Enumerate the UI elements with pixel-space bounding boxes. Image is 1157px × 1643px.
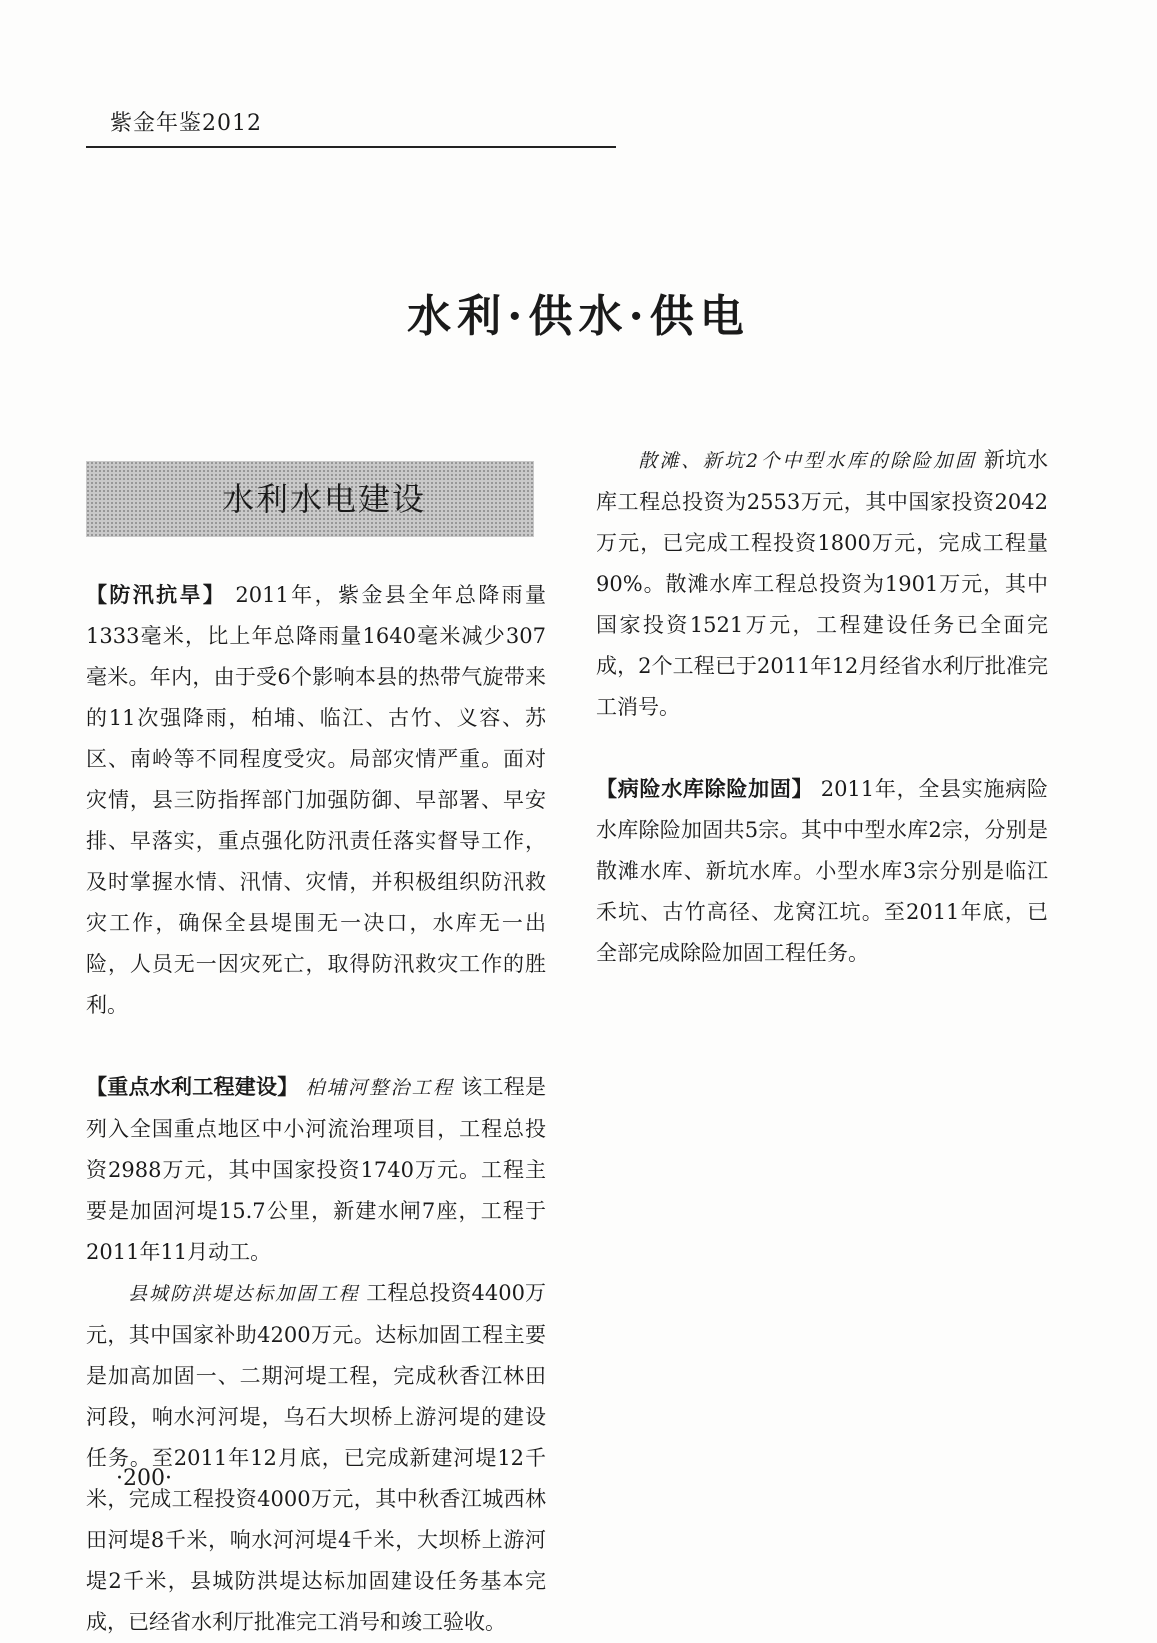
left-column xyxy=(86,440,546,1643)
reservoir-reinforcement-subheading: 散滩、新坑2个中型水库的除险加固 xyxy=(638,450,977,472)
section-banner-title: 水利水电建设 xyxy=(221,479,426,518)
section-banner xyxy=(86,461,534,537)
chapter-title: 水利·供水·供电 xyxy=(407,291,750,342)
dangerous-reservoir-paragraph xyxy=(596,769,1048,974)
flood-control-heading: 【防汛抗旱】 xyxy=(86,583,227,607)
levee-text: 工程总投资4400万元，其中国家补助4200万元。达标加固工程主要是加高加固一、二期河堤工程，完成秋香江林田河段，响水河河堤，乌石大坝桥上游河堤的建设任务。至2011年12月底，已完成新建河堤12千米，完成工程投资4000万元，其中秋香江城西林田河堤8千米，响水河河堤4千米，大坝桥上游河堤2千米，县城防洪堤达标加固建设任务基本完成，已经省水利厅批准完工消号和竣工验收。 xyxy=(86,1281,546,1634)
flood-control-paragraph xyxy=(86,575,546,1026)
dangerous-reservoir-text: 2011年，全县实施病险水库除险加固共5宗。其中中型水库2宗，分别是散滩水库、新坑水库。小型水库3宗分别是临江禾坑、古竹高径、龙窝江坑。至2011年底，已全部完成除险加固工程任务。 xyxy=(596,777,1048,965)
key-projects-heading: 【重点水利工程建设】 xyxy=(86,1075,299,1099)
running-head: 紫金年鉴2012 xyxy=(110,111,262,136)
key-projects-paragraph xyxy=(86,1067,546,1273)
reservoir-reinforcement-paragraph xyxy=(596,440,1048,728)
baipu-river-text: 该工程是列入全国重点地区中小河流治理项目，工程总投资2988万元，其中国家投资1740万元。工程主要是加固河堤15.7公里，新建水闸7座，工程于2011年11月动工。 xyxy=(86,1075,546,1264)
baipu-river-subheading: 柏埔河整治工程 xyxy=(305,1077,455,1099)
right-column xyxy=(596,440,1048,974)
reservoir-reinforcement-text: 新坑水库工程总投资为2553万元，其中国家投资2042万元，已完成工程投资1800万元，完成工程量90%。散滩水库工程总投资为1901万元，其中国家投资1521万元，工程建设任务已全面完成，2个工程已于2011年12月经省水利厅批准完工消号。 xyxy=(596,448,1049,719)
header-rule xyxy=(86,146,616,148)
page-number: ·200· xyxy=(116,1466,172,1491)
levee-subheading: 县城防洪堤达标加固工程 xyxy=(128,1283,360,1305)
flood-control-text: 2011年，紫金县全年总降雨量1333毫米，比上年总降雨量1640毫米减少307毫米。年内，由于受6个影响本县的热带气旋带来的11次强降雨，柏埔、临江、古竹、义容、苏区、南岭等不同程度受灾。局部灾情严重。面对灾情，县三防指挥部门加强防御、早部署、早安排、早落实，重点强化防汛责任落实督导工作，及时掌握水情、汛情、灾情，并积极组织防汛救灾工作，确保全县堤围无一决口，水库无一出险，人员无一因灾死亡，取得防汛救灾工作的胜利。 xyxy=(86,583,546,1017)
levee-paragraph xyxy=(86,1273,546,1643)
dangerous-reservoir-heading: 【病险水库除险加固】 xyxy=(596,777,814,801)
